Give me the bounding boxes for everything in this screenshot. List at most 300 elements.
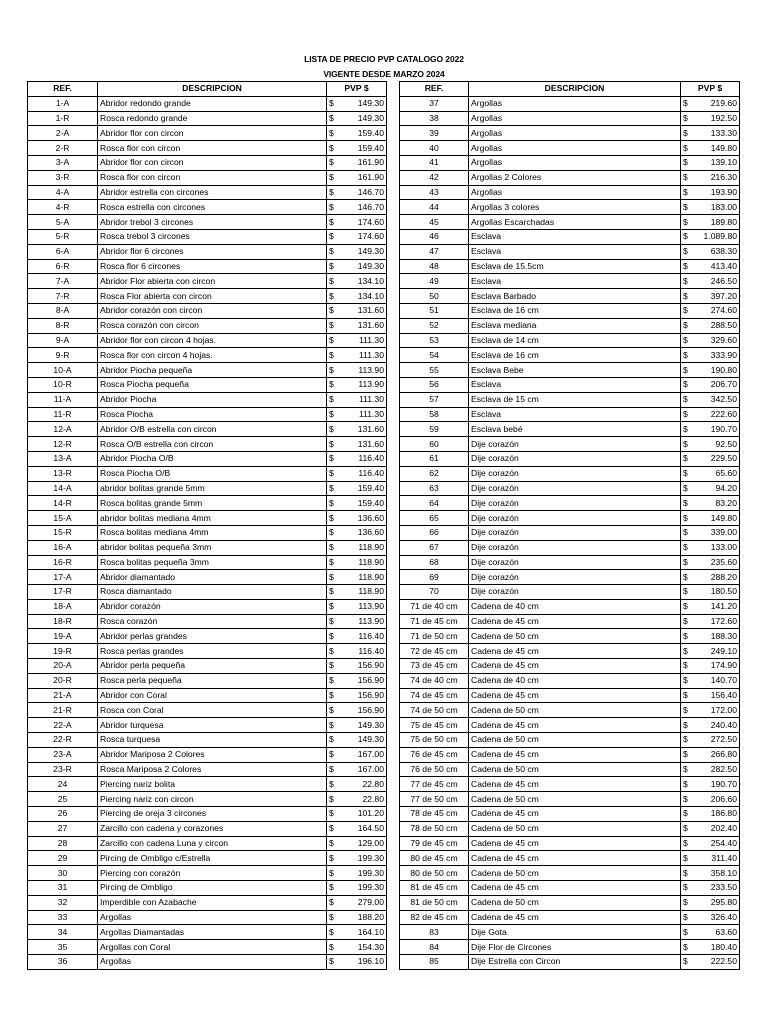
price-amount: 190.80 [710, 364, 737, 375]
price-amount: 156.40 [710, 690, 737, 701]
ref-cell: 74 de 50 cm [400, 703, 469, 718]
table-row [400, 377, 740, 392]
currency-symbol: $ [329, 482, 334, 493]
price-column-header: PVP $ [681, 82, 740, 97]
price-cell [681, 644, 740, 659]
price-amount: 235.60 [710, 556, 737, 567]
price-cell [327, 259, 387, 274]
currency-symbol: $ [329, 645, 334, 656]
description-cell: Cadena de 50 cm [469, 629, 681, 644]
description-cell: Rosca bolitas grande 5mm [98, 496, 327, 511]
price-amount: 249.10 [710, 645, 737, 656]
table-row [400, 451, 740, 466]
price-cell [681, 940, 740, 955]
description-cell: Cadena de 45 cm [469, 659, 681, 674]
currency-symbol: $ [329, 941, 334, 952]
price-amount: 333.90 [710, 349, 737, 360]
ref-cell: 5-A [28, 215, 98, 230]
price-amount: 190.70 [710, 778, 737, 789]
description-cell: Piercing con corazón [98, 866, 327, 881]
description-cell: Argollas [469, 155, 681, 170]
price-cell [681, 570, 740, 585]
ref-cell: 71 de 40 cm [400, 599, 469, 614]
table-row [400, 659, 740, 674]
price-amount: 186.80 [710, 808, 737, 819]
price-cell [327, 925, 387, 940]
table-row [400, 229, 740, 244]
table-row [28, 733, 387, 748]
ref-cell: 13-R [28, 466, 98, 481]
ref-column-header: REF. [400, 82, 469, 97]
price-table-left [27, 81, 387, 970]
price-cell [681, 629, 740, 644]
ref-cell: 28 [28, 836, 98, 851]
ref-cell: 39 [400, 126, 469, 141]
price-cell [327, 525, 387, 540]
price-cell [327, 955, 387, 970]
price-amount: 192.50 [710, 112, 737, 123]
ref-cell: 2-A [28, 126, 98, 141]
price-amount: 397.20 [710, 290, 737, 301]
price-cell [327, 363, 387, 378]
currency-symbol: $ [329, 408, 334, 419]
price-amount: 149.80 [710, 142, 737, 153]
ref-cell: 29 [28, 851, 98, 866]
ref-cell: 45 [400, 215, 469, 230]
currency-symbol: $ [329, 453, 334, 464]
price-cell [327, 629, 387, 644]
ref-cell: 24 [28, 777, 98, 792]
currency-symbol: $ [683, 719, 688, 730]
price-cell [327, 821, 387, 836]
description-cell: Esclava [469, 229, 681, 244]
ref-cell: 1-R [28, 111, 98, 126]
price-cell [327, 126, 387, 141]
currency-symbol: $ [683, 941, 688, 952]
price-amount: 272.50 [710, 734, 737, 745]
description-cell: Esclava de 15.5cm [469, 259, 681, 274]
price-amount: 159.40 [357, 497, 384, 508]
price-cell [327, 333, 387, 348]
ref-cell: 22-A [28, 718, 98, 733]
price-amount: 174.60 [357, 216, 384, 227]
currency-symbol: $ [683, 556, 688, 567]
price-cell [681, 866, 740, 881]
currency-symbol: $ [683, 112, 688, 123]
currency-symbol: $ [329, 512, 334, 523]
description-cell: Cadena de 50 cm [469, 762, 681, 777]
description-cell: Cadena de 45 cm [469, 910, 681, 925]
table-row [400, 644, 740, 659]
currency-symbol: $ [683, 630, 688, 641]
price-amount: 149.30 [357, 260, 384, 271]
ref-cell: 22-R [28, 733, 98, 748]
currency-symbol: $ [683, 734, 688, 745]
currency-symbol: $ [329, 675, 334, 686]
table-row [28, 200, 387, 215]
table-row [400, 422, 740, 437]
table-row [28, 407, 387, 422]
description-cell: Esclava de 14 cm [469, 333, 681, 348]
price-cell [681, 496, 740, 511]
description-cell: Cadena de 45 cm [469, 688, 681, 703]
page-title: LISTA DE PRECIO PVP CATALOGO 2022 [304, 54, 464, 64]
description-cell: Dije Estrella con Circon [469, 955, 681, 970]
description-cell: Argollas [469, 141, 681, 156]
price-amount: 188.20 [357, 912, 384, 923]
ref-cell: 32 [28, 895, 98, 910]
currency-symbol: $ [329, 186, 334, 197]
ref-cell: 37 [400, 96, 469, 111]
table-row [28, 289, 387, 304]
currency-symbol: $ [329, 112, 334, 123]
price-cell [681, 673, 740, 688]
table-row [28, 629, 387, 644]
description-cell: Dije corazón [469, 437, 681, 452]
price-cell [327, 555, 387, 570]
price-amount: 326.40 [710, 912, 737, 923]
table-row [28, 303, 387, 318]
description-cell: Esclava bebé [469, 422, 681, 437]
description-cell: Abridor perla pequeña [98, 659, 327, 674]
description-cell: Rosca diamantado [98, 585, 327, 600]
price-amount: 164.10 [357, 926, 384, 937]
price-table-right [399, 81, 740, 970]
currency-symbol: $ [683, 867, 688, 878]
table-row [400, 733, 740, 748]
price-cell [327, 747, 387, 762]
ref-cell: 70 [400, 585, 469, 600]
description-cell: Piercing nariz bolita [98, 777, 327, 792]
price-amount: 311.40 [711, 852, 737, 863]
table-row [28, 644, 387, 659]
ref-cell: 66 [400, 525, 469, 540]
description-cell: Imperdible con Azabache [98, 895, 327, 910]
price-amount: 216.30 [710, 172, 737, 183]
ref-cell: 75 de 45 cm [400, 718, 469, 733]
table-row [28, 185, 387, 200]
price-amount: 288.50 [710, 320, 737, 331]
table-row [28, 525, 387, 540]
table-row [28, 215, 387, 230]
price-amount: 149.30 [357, 719, 384, 730]
currency-symbol: $ [329, 127, 334, 138]
ref-cell: 9-A [28, 333, 98, 348]
description-cell: Cadena de 50 cm [469, 792, 681, 807]
currency-symbol: $ [329, 734, 334, 745]
table-row [400, 807, 740, 822]
table-row [28, 673, 387, 688]
description-cell: Cadena de 45 cm [469, 614, 681, 629]
description-cell: Cadena de 50 cm [469, 821, 681, 836]
table-row [28, 570, 387, 585]
description-cell: Abridor trebol 3 circones [98, 215, 327, 230]
ref-cell: 81 de 50 cm [400, 895, 469, 910]
price-cell [327, 437, 387, 452]
ref-cell: 52 [400, 318, 469, 333]
price-cell [327, 733, 387, 748]
currency-symbol: $ [683, 956, 688, 967]
currency-symbol: $ [329, 616, 334, 627]
price-amount: 358.10 [710, 867, 737, 878]
table-row [400, 925, 740, 940]
currency-symbol: $ [329, 601, 334, 612]
currency-symbol: $ [329, 201, 334, 212]
description-cell: Argollas [469, 111, 681, 126]
price-amount: 149.30 [357, 246, 384, 257]
price-cell [681, 762, 740, 777]
price-cell [681, 910, 740, 925]
description-cell: Rosca bolitas mediana 4mm [98, 525, 327, 540]
price-amount: 233.50 [710, 882, 737, 893]
description-cell: Cadena de 45 cm [469, 747, 681, 762]
ref-cell: 10-A [28, 363, 98, 378]
description-cell: Esclava de 16 cm [469, 303, 681, 318]
ref-cell: 8-R [28, 318, 98, 333]
price-cell [327, 348, 387, 363]
currency-symbol: $ [329, 438, 334, 449]
currency-symbol: $ [683, 823, 688, 834]
description-cell: Argollas [98, 910, 327, 925]
table-row [400, 333, 740, 348]
price-column-header: PVP $ [327, 82, 387, 97]
description-cell: Cadena de 45 cm [469, 644, 681, 659]
price-cell [681, 289, 740, 304]
description-cell: Abridor corazón [98, 599, 327, 614]
ref-cell: 20-R [28, 673, 98, 688]
price-cell [681, 185, 740, 200]
description-cell: abridor bolitas grande 5mm [98, 481, 327, 496]
ref-cell: 16-A [28, 540, 98, 555]
currency-symbol: $ [683, 852, 688, 863]
price-cell [681, 585, 740, 600]
ref-cell: 23-R [28, 762, 98, 777]
ref-cell: 18-A [28, 599, 98, 614]
price-amount: 118.90 [358, 556, 384, 567]
price-cell [681, 318, 740, 333]
table-row [400, 777, 740, 792]
ref-cell: 59 [400, 422, 469, 437]
table-row [400, 525, 740, 540]
description-cell: Abridor Flor abierta con circon [98, 274, 327, 289]
description-cell: Rosca Piocha [98, 407, 327, 422]
ref-cell: 4-R [28, 200, 98, 215]
ref-cell: 64 [400, 496, 469, 511]
table-row [28, 851, 387, 866]
price-amount: 202.40 [710, 823, 737, 834]
description-cell: abridor bolitas pequeña 3mm [98, 540, 327, 555]
description-cell: Rosca flor con circon [98, 141, 327, 156]
description-cell: Abridor diamantado [98, 570, 327, 585]
price-amount: 246.50 [710, 275, 737, 286]
price-cell [681, 688, 740, 703]
description-cell: Rosca turquesa [98, 733, 327, 748]
description-cell: Cadena de 45 cm [469, 836, 681, 851]
ref-cell: 53 [400, 333, 469, 348]
description-cell: Dije corazón [469, 511, 681, 526]
price-amount: 279.00 [357, 897, 384, 908]
currency-symbol: $ [683, 349, 688, 360]
price-cell [681, 851, 740, 866]
table-row [400, 762, 740, 777]
description-cell: Cadena de 45 cm [469, 777, 681, 792]
description-cell: Pircing de Ombligo [98, 881, 327, 896]
price-cell [327, 96, 387, 111]
description-cell: Abridor Piocha [98, 392, 327, 407]
price-amount: 156.90 [357, 660, 384, 671]
price-amount: 339.00 [710, 527, 737, 538]
ref-cell: 82 de 45 cm [400, 910, 469, 925]
currency-symbol: $ [329, 556, 334, 567]
ref-cell: 19-R [28, 644, 98, 659]
price-amount: 113.90 [358, 601, 384, 612]
ref-cell: 67 [400, 540, 469, 555]
price-cell [327, 599, 387, 614]
price-cell [681, 333, 740, 348]
currency-symbol: $ [683, 660, 688, 671]
price-amount: 111.30 [358, 349, 384, 360]
currency-symbol: $ [683, 453, 688, 464]
table-row [400, 895, 740, 910]
price-cell [681, 659, 740, 674]
price-cell [327, 688, 387, 703]
price-amount: 222.60 [710, 408, 737, 419]
table-row [28, 925, 387, 940]
ref-cell: 12-R [28, 437, 98, 452]
table-row [400, 481, 740, 496]
currency-symbol: $ [683, 320, 688, 331]
description-cell: Cadena de 45 cm [469, 807, 681, 822]
price-cell [327, 881, 387, 896]
description-cell: Argollas [469, 126, 681, 141]
description-cell: Dije corazón [469, 540, 681, 555]
price-cell [327, 303, 387, 318]
description-cell: Abridor flor 6 circones [98, 244, 327, 259]
price-amount: 140.70 [710, 675, 737, 686]
ref-cell: 62 [400, 466, 469, 481]
price-amount: 159.40 [357, 482, 384, 493]
ref-cell: 11-A [28, 392, 98, 407]
description-cell: Rosca Mariposa 2 Colores [98, 762, 327, 777]
table-row [400, 274, 740, 289]
price-amount: 1.089.80 [703, 231, 737, 242]
ref-cell: 68 [400, 555, 469, 570]
table-row [400, 688, 740, 703]
price-amount: 229.50 [710, 453, 737, 464]
price-amount: 111.30 [358, 394, 384, 405]
price-amount: 116.40 [358, 630, 384, 641]
description-cell: Dije corazón [469, 466, 681, 481]
description-cell: Rosca trebol 3 circones [98, 229, 327, 244]
table-row [28, 540, 387, 555]
table-row [28, 555, 387, 570]
ref-cell: 43 [400, 185, 469, 200]
price-amount: 161.90 [357, 172, 384, 183]
currency-symbol: $ [683, 571, 688, 582]
price-amount: 118.90 [358, 571, 384, 582]
price-cell [681, 155, 740, 170]
price-amount: 116.40 [358, 468, 384, 479]
price-cell [327, 496, 387, 511]
ref-cell: 26 [28, 807, 98, 822]
table-row [28, 496, 387, 511]
ref-cell: 71 de 45 cm [400, 614, 469, 629]
table-row [400, 955, 740, 970]
description-cell: Dije corazón [469, 570, 681, 585]
ref-cell: 58 [400, 407, 469, 422]
currency-symbol: $ [329, 527, 334, 538]
price-cell [327, 940, 387, 955]
ref-cell: 14-A [28, 481, 98, 496]
description-cell: Piercing nariz con circon [98, 792, 327, 807]
currency-symbol: $ [329, 690, 334, 701]
table-row [400, 881, 740, 896]
price-amount: 196.10 [357, 956, 384, 967]
table-row [28, 762, 387, 777]
description-cell: Abridor Piocha O/B [98, 451, 327, 466]
ref-cell: 6-R [28, 259, 98, 274]
table-row [28, 259, 387, 274]
table-row [400, 511, 740, 526]
price-amount: 22.80 [362, 778, 384, 789]
price-cell [681, 881, 740, 896]
price-cell [327, 511, 387, 526]
table-row [400, 259, 740, 274]
ref-cell: 7-R [28, 289, 98, 304]
currency-symbol: $ [329, 216, 334, 227]
currency-symbol: $ [683, 793, 688, 804]
table-row [28, 451, 387, 466]
table-row [28, 585, 387, 600]
table-row [28, 511, 387, 526]
table-row [400, 215, 740, 230]
currency-symbol: $ [683, 260, 688, 271]
price-amount: 118.90 [358, 586, 384, 597]
ref-cell: 31 [28, 881, 98, 896]
ref-cell: 3-A [28, 155, 98, 170]
table-row [400, 673, 740, 688]
price-amount: 131.60 [357, 423, 384, 434]
currency-symbol: $ [683, 616, 688, 627]
price-amount: 219.60 [710, 98, 737, 109]
currency-symbol: $ [329, 157, 334, 168]
table-row [28, 955, 387, 970]
currency-symbol: $ [683, 246, 688, 257]
description-cell: Esclava [469, 244, 681, 259]
description-cell: Abridor estrella con circones [98, 185, 327, 200]
ref-cell: 65 [400, 511, 469, 526]
price-amount: 133.00 [710, 542, 737, 553]
description-cell: Dije corazón [469, 481, 681, 496]
ref-cell: 72 de 45 cm [400, 644, 469, 659]
table-row [28, 348, 387, 363]
price-cell [327, 792, 387, 807]
price-amount: 141.20 [710, 601, 737, 612]
price-amount: 134.10 [357, 290, 384, 301]
currency-symbol: $ [683, 542, 688, 553]
ref-cell: 75 de 50 cm [400, 733, 469, 748]
table-row [400, 170, 740, 185]
table-row [28, 377, 387, 392]
currency-symbol: $ [683, 527, 688, 538]
currency-symbol: $ [329, 468, 334, 479]
price-amount: 282.50 [710, 764, 737, 775]
table-row [28, 821, 387, 836]
table-row [400, 910, 740, 925]
currency-symbol: $ [329, 231, 334, 242]
price-cell [681, 792, 740, 807]
price-cell [327, 466, 387, 481]
